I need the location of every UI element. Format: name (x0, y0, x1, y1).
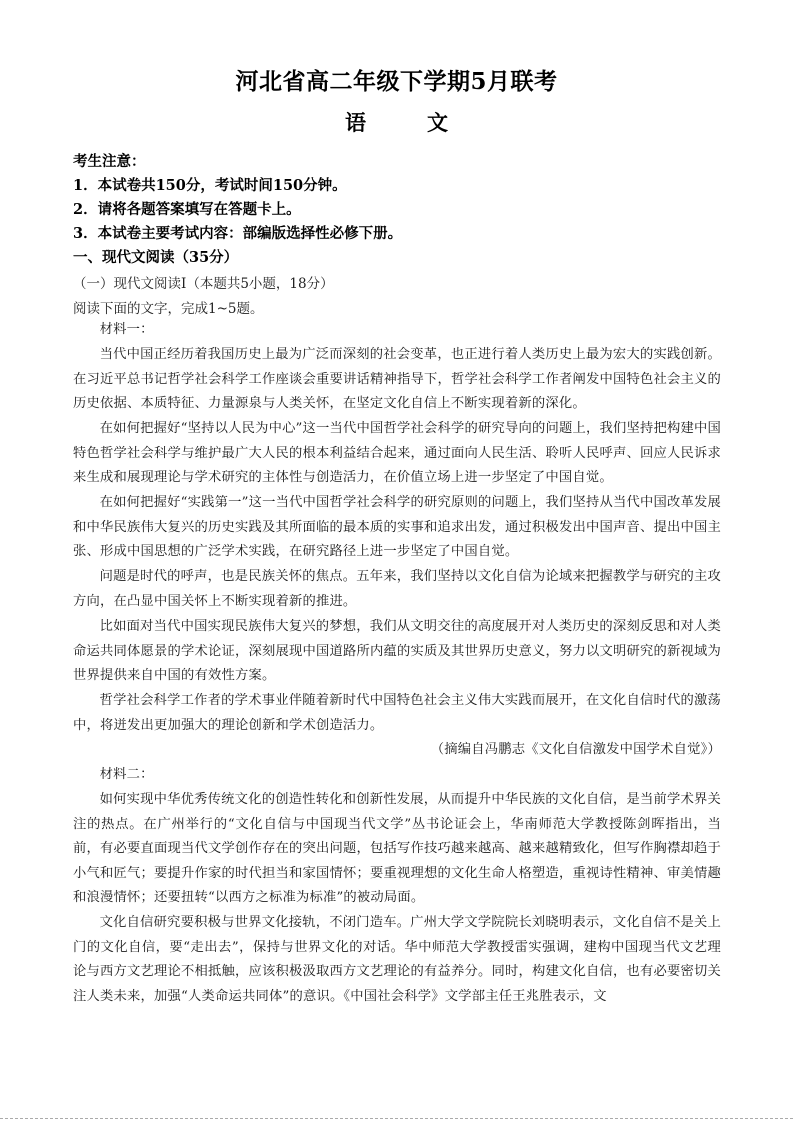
section-heading: 一、现代文阅读（35分） (73, 249, 239, 266)
paragraph: 如何实现中华优秀传统文化的创造性转化和创新性发展，从而提升中华民族的文化自信，是当前学术界关注的热点。在广州举行的“文化自信与中国现当代文学”丛书论证会上，华南师范大学教授陈剑晖指出，当前，有必要直面现当代文学创作存在的突出问题，包括写作技巧越来越高、越来越精致化，但写作胸襟却趋于小气和匠气；要提升作家的时代担当和家国情怀；要重视理想的文化生命人格塑造，重视诗性精神、审美情趣和浪漫情怀；还要扭转“以西方之标准为标准”的被动局面。 (73, 792, 721, 906)
sub-section-heading: （一）现代文阅读Ⅰ（本题共5小题，18分） (73, 276, 334, 292)
exam-title: 河北省高二年级下学期5月联考 (235, 68, 558, 95)
paragraph: 文化自信研究要积极与世界文化接轨，不闭门造车。广州大学文学院院长刘晓明表示，文化自信不是关上门的文化自信，要“走出去”，保持与世界文化的对话。华中师范大学教授雷实强调，建构中国现当代文艺理论与西方文艺理论不相抵触，应该积极汲取西方文艺理论的有益养分。同时，构建文化自信，也有必要密切关注人类未来，加强“人类命运共同体”的意识。《中国社会科学》文学部主任王兆胜表示，文 (73, 915, 721, 1004)
paragraph: 当代中国正经历着我国历史上最为广泛而深刻的社会变革，也正进行着人类历史上最为宏大的实践创新。在习近平总书记哲学社会科学工作座谈会重要讲话精神指导下，哲学社会科学工作者阐发中国特色社会主义的历史依据、本质特征、力量源泉与人类关怀，在坚定文化自信上不断实现着新的深化。 (73, 347, 721, 412)
subject-title: 语 文 (345, 110, 468, 135)
reading-instruction: 阅读下面的文字，完成1~5题。 (73, 301, 264, 317)
notice-item: 3．本试卷主要考试内容：部编版选择性必修下册。 (73, 225, 403, 242)
source-citation: （摘编自冯鹏志《文化自信激发中国学术自觉》） (430, 742, 721, 757)
notice-item: 1．本试卷共150分，考试时间150分钟。 (73, 177, 347, 194)
paragraph: 问题是时代的呼声，也是民族关怀的焦点。五年来，我们坚持以文化自信为论域来把握教学与研究的主攻方向，在凸显中国关怀上不断实现着新的推进。 (73, 569, 721, 609)
material-label: 材料二： (99, 767, 154, 782)
page-bottom-rule (0, 1118, 793, 1120)
paragraph: 比如面对当代中国实现民族伟大复兴的梦想，我们从文明交往的高度展开对人类历史的深刻反思和对人类命运共同体愿景的学术论证，深刻展现中国道路所内蕴的实质及其世界历史意义，努力以文明研究的新视域为世界提供来自中国的有效性方案。 (73, 619, 721, 684)
notice-item: 2．请将各题答案填写在答题卡上。 (73, 201, 301, 218)
notice-heading: 考生注意： (73, 153, 146, 170)
paragraph: 哲学社会科学工作者的学术事业伴随着新时代中国特色社会主义伟大实践而展开，在文化自信时代的激荡中，将迸发出更加强大的理论创新和学术创造活力。 (73, 693, 721, 733)
material-label: 材料一： (99, 322, 154, 337)
paragraph: 在如何把握好“坚持以人民为中心”这一当代中国哲学社会科学的研究导向的问题上，我们坚持把构建中国特色哲学社会科学与维护最广大人民的根本利益结合起来，通过面向人民生活、聆听人民呼声、回应人民诉求来生成和展现理论与学术研究的主体性与创造活力，在价值立场上进一步坚定了中国自觉。 (73, 421, 721, 486)
paragraph: 在如何把握好“实践第一”这一当代中国哲学社会科学的研究原则的问题上，我们坚持从当代中国改革发展和中华民族伟大复兴的历史实践及其所面临的最本质的实事和追求出发，通过积极发出中国声音、提出中国主张、形成中国思想的广泛学术实践，在研究路径上进一步坚定了中国自觉。 (73, 495, 721, 560)
